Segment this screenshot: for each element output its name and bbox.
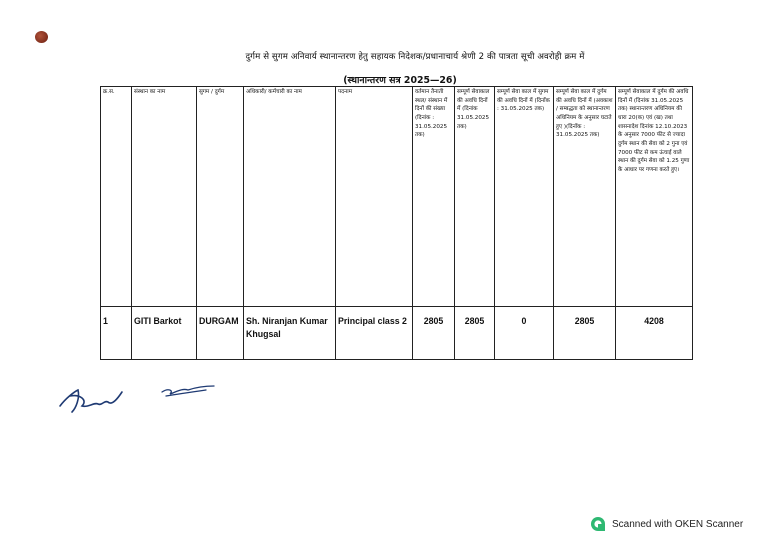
- header-total-service-days: सम्पूर्ण सेवाकाल की अवधि दिनों में (दिनांक 31.05.2025 तक): [455, 87, 495, 307]
- table-header-row: [101, 87, 693, 307]
- header-durgam-service-days: सम्पूर्ण सेवा काल में दुर्गम की अवधि दिनों में (अवकाश / सम्बद्धता को स्थानान्तरण अधिनियम के अनुसार घटाते हुए )(दिनाँक : 31.05.2025 तक): [554, 87, 616, 307]
- cell-total-service-days: 2805: [455, 307, 495, 360]
- table-row: [101, 307, 693, 360]
- document-title: दुर्गम से सुगम अनिवार्य स्थानान्तरण हेतु सहायक निदेशक/प्रधानाचार्य श्रेणी 2 की पात्रता सूची अवरोही क्रम में: [245, 52, 585, 62]
- header-sugam-durgam: सुगम / दुर्गम: [197, 87, 244, 307]
- header-sugam-service-days: सम्पूर्ण सेवा काल में सुगम की अवधि दिनों में (दिनाँक : 31.05.2025 तक): [495, 87, 554, 307]
- cell-institution-name: GITI Barkot: [132, 307, 197, 360]
- header-institution-name: संस्थान का नाम: [132, 87, 197, 307]
- header-current-posting-days: वर्तमान तैनाती स्थल/ संस्थान में दिनों की संख्या (दिनांक : 31.05.2025 तक): [413, 87, 455, 307]
- cell-sugam-service-days: 0: [495, 307, 554, 360]
- header-employee-name: अधिकारी/ कर्मचारी का नाम: [244, 87, 336, 307]
- cell-employee-name: Sh. Niranjan Kumar Khugsal: [244, 307, 336, 360]
- header-designation: पदनाम: [336, 87, 413, 307]
- scanner-text: Scanned with OKEN Scanner: [612, 518, 744, 530]
- cell-designation: Principal class 2: [336, 307, 413, 360]
- cell-durgam-service-days: 2805: [554, 307, 616, 360]
- cell-serial-no: 1: [101, 307, 132, 360]
- cell-current-posting-days: 2805: [413, 307, 455, 360]
- header-weighted-durgam-days: सम्पूर्ण सेवाकाल में दुर्गम की अवधि दिनों में (दिनांक 31.05.2025 तक) स्थानान्तरण अधिनियम की धारा 20(क) एवं (ख) तथा शासनादेश दिनांक 12.10.2023 के अनुसार 7000 फीट से ज्यादा दुर्गम स्थान की सेवा को 2 गुना एवं 7000 फीट से कम ऊंचाई वाले स्थान की दुर्गम सेवा को 1.25 गुणा के आधार पर गणना करते हुए।: [616, 87, 693, 307]
- scanner-logo-icon: [590, 516, 606, 532]
- cell-sugam-durgam: DURGAM: [197, 307, 244, 360]
- handwritten-signatures: [58, 378, 228, 418]
- document-subtitle: (स्थानान्तरण सत्र 2025—26): [343, 75, 457, 86]
- cell-weighted-durgam-days: 4208: [616, 307, 693, 360]
- punch-hole-mark: [35, 31, 48, 43]
- scanner-watermark: [590, 516, 743, 532]
- eligibility-table: [100, 86, 693, 360]
- header-serial-no: क्र.स.: [101, 87, 132, 307]
